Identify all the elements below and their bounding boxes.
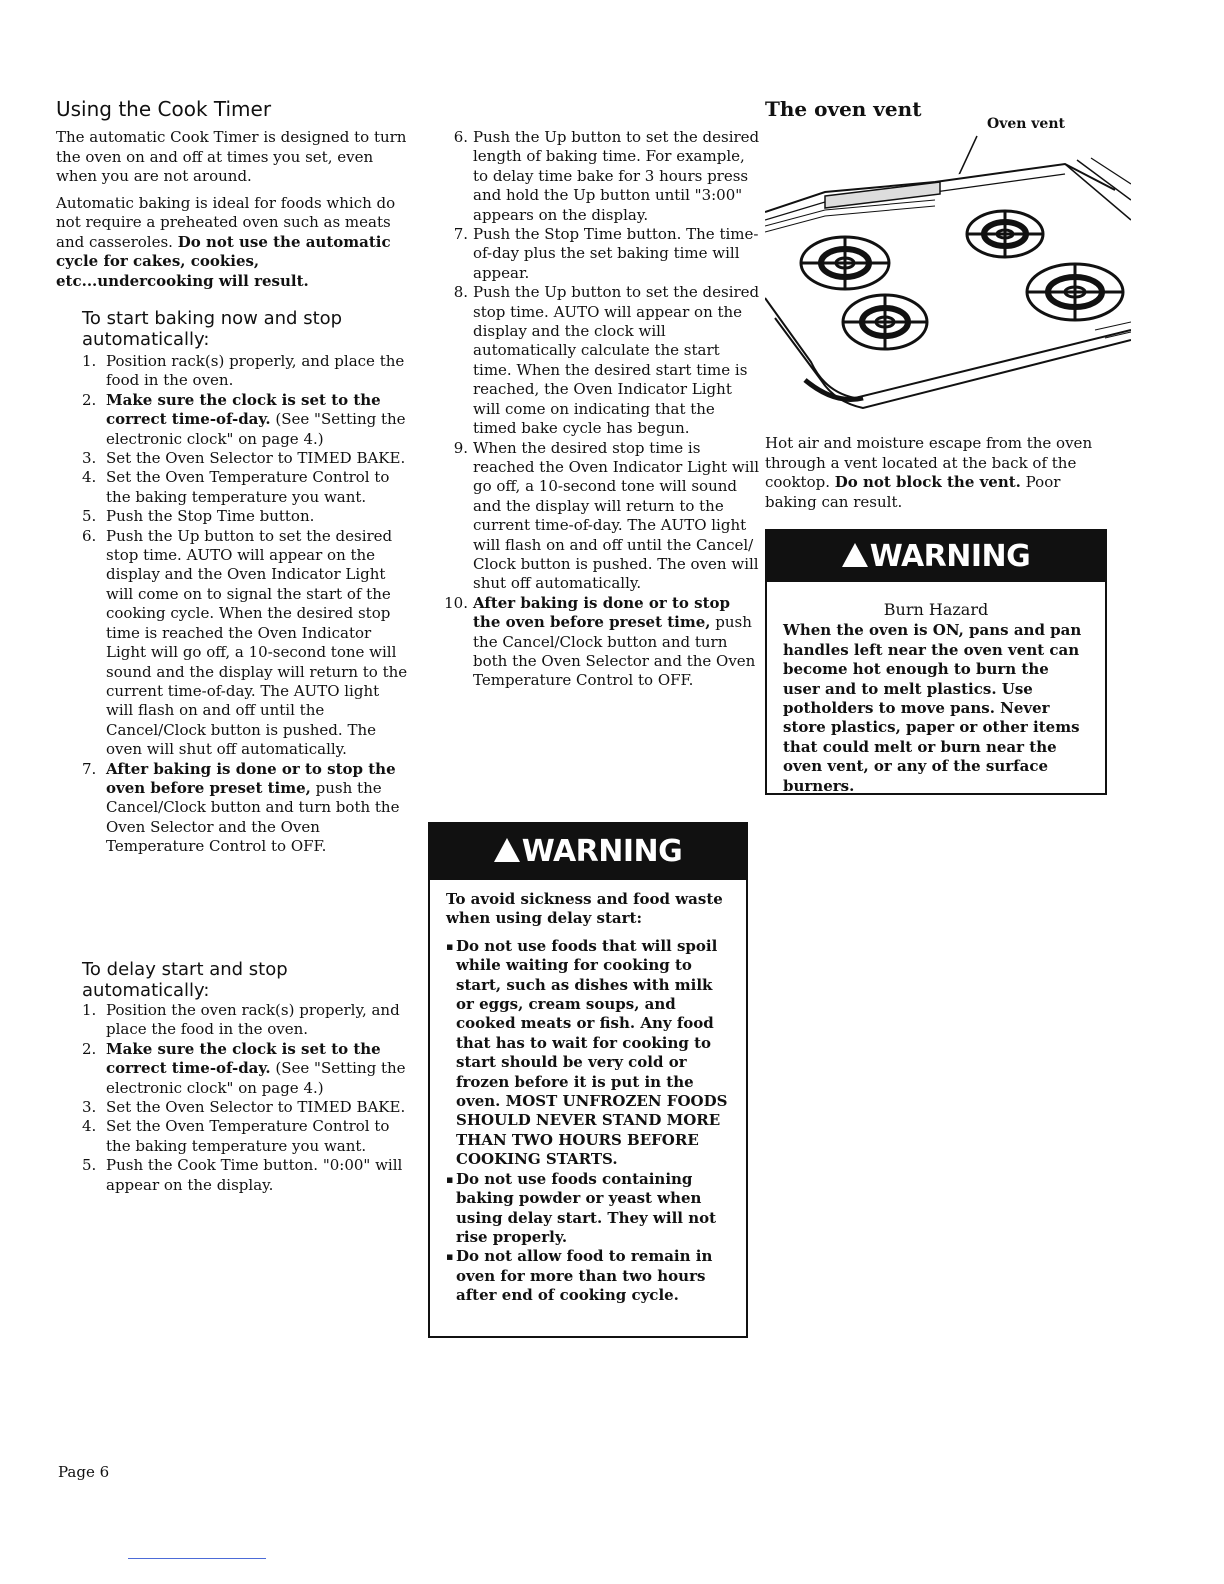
step-text: Push the Cook Time button. "0:00" will appear on the display. <box>106 1156 403 1194</box>
list-item <box>440 439 760 594</box>
list-item <box>56 507 408 526</box>
step-text: When the desired stop time is reached the Oven Indicator Light will go off, a 10-second tone will sound and the display will return to the current time-of-day. The AUTO light will flash on and off until the Cancel/ Clock button is pushed. The oven will shut off automatically. <box>473 438 760 593</box>
warning-bullet: ▪ Do not use foods containing baking powder or yeast when using delay start. They will not rise properly. <box>446 1170 730 1248</box>
step-emphasis: After baking is done or to stop the oven before preset time, <box>473 593 731 632</box>
list-item <box>56 352 408 391</box>
warning-triangle-icon <box>842 543 868 567</box>
step-text: Push the Up button to set the desired length of baking time. For example, to delay time bake for 3 hours press and hold the Up button until "3:00" appears on the display. <box>473 128 760 224</box>
step-emphasis: After baking is done or to stop the oven before preset time, <box>106 759 396 797</box>
list-item <box>56 449 408 468</box>
list-item <box>56 760 408 857</box>
list-item <box>56 1098 408 1117</box>
list-item <box>56 1001 408 1040</box>
start-baking-heading: To start baking now and stop automatically: <box>82 308 343 350</box>
warning-triangle-icon <box>494 838 520 862</box>
step-emphasis: Make sure the clock is set to the correct time-of-day. <box>106 1039 381 1078</box>
step-number: 1. <box>82 1001 97 1019</box>
burn-hazard-subtitle: Burn Hazard <box>883 600 989 619</box>
list-item <box>440 225 760 283</box>
step-number: 1. <box>82 352 97 370</box>
warning-bullets <box>446 937 730 1306</box>
cook-timer-title: Using the Cook Timer <box>56 97 272 121</box>
list-item <box>56 527 408 760</box>
step-number: 6. <box>453 128 468 146</box>
oven-vent-caption: Hot air and moisture escape from the oven through a vent located at the back of the cooktop. Do not block the vent. Poor baking can result. <box>765 434 1093 511</box>
cooktop-illustration <box>765 130 1131 412</box>
warning-intro: To avoid sickness and food waste when using delay start: <box>446 890 723 928</box>
delay-start-warning-box <box>428 822 748 1338</box>
step-number: 8. <box>453 283 468 302</box>
step-text: Set the Oven Selector to TIMED BAKE. <box>106 449 406 468</box>
step-text: (See "Setting the electronic clock" on page 4.) <box>106 1059 406 1097</box>
step-text: push the Cancel/Clock button and turn both the Oven Selector and the Oven Temperature Control to OFF. <box>473 613 756 690</box>
step-text: Set the Oven Selector to TIMED BAKE. <box>106 1098 406 1117</box>
step-number: 4. <box>82 1117 97 1136</box>
step-number: 5. <box>82 1156 97 1175</box>
warning-banner: WARNING <box>430 824 746 880</box>
step-number: 3. <box>82 449 97 468</box>
step-number: 10. <box>444 593 468 612</box>
step-text: Push the Up button to set the desired stop time. AUTO will appear on the display and the clock will automatically calculate the start time. When the desired start time is reached, the Oven Indicator Light will come on indicating that the timed bake cycle has begun. <box>473 283 760 438</box>
step-text: Set the Oven Temperature Control to the baking temperature you want. <box>106 1117 390 1155</box>
list-item <box>440 283 760 438</box>
step-text: Set the Oven Temperature Control to the baking temperature you want. <box>106 468 390 506</box>
oven-vent-title: The oven vent <box>765 97 922 121</box>
burn-hazard-text: When the oven is ON, pans and pan handles left near the oven vent can become hot enough to burn the user and to melt plastics. Use potholders to move pans. Never store plastics, paper or other items that could melt or burn near the oven vent, or any of the surface burners. <box>783 621 1082 795</box>
step-emphasis: Make sure the clock is set to the correct time-of-day. <box>106 390 381 429</box>
cook-timer-intro-2: Automatic baking is ideal for foods which do not require a preheated oven such as meats and casseroles. Do not use the automatic cycle for cakes, cookies, etc...undercooking will result. <box>56 193 396 290</box>
page-number: Page 6 <box>58 1463 110 1481</box>
step-number: 2. <box>82 1039 97 1058</box>
step-text: push the Cancel/Clock button and turn both the Oven Selector and the Oven Temperature Control to OFF. <box>106 778 400 856</box>
list-item <box>440 128 760 225</box>
step-number: 4. <box>82 468 97 487</box>
step-text: Push the Stop Time button. The time-of-day plus the set baking time will appear. <box>473 225 759 282</box>
step-text: Push the Stop Time button. <box>106 507 315 526</box>
warning-bullet: ▪ Do not allow food to remain in oven for more than two hours after end of cooking cycle. <box>446 1247 730 1305</box>
step-number: 3. <box>82 1098 97 1117</box>
list-item <box>56 1040 408 1098</box>
step-number: 7. <box>453 225 468 244</box>
list-item <box>56 1156 408 1195</box>
step-number: 2. <box>82 390 97 409</box>
delay-start-heading: To delay start and stop automatically: <box>82 959 288 1001</box>
warning-banner: WARNING <box>767 531 1105 582</box>
footer-rule <box>128 1558 266 1559</box>
list-item <box>56 391 408 449</box>
cook-timer-intro: The automatic Cook Timer is designed to turn the oven on and off at times you set, even when you are not around. <box>56 128 407 185</box>
burn-hazard-warning-box <box>765 529 1107 795</box>
step-number: 6. <box>82 526 97 545</box>
warning-bullet: ▪ Do not use foods that will spoil while waiting for cooking to start, such as dishes with milk or eggs, cream soups, and cooked meats or fish. Any food that has to wait for cooking to start should be very cold or frozen before it is put in the oven. MOST UNFROZEN FOODS SHOULD NEVER STAND MORE THAN TWO HOURS BEFORE COOKING STARTS. <box>446 937 730 1170</box>
oven-vent-figure-label: Oven vent <box>987 116 1065 132</box>
list-item <box>56 1117 408 1156</box>
step-number: 5. <box>82 507 97 526</box>
step-number: 9. <box>453 438 468 457</box>
list-item <box>440 594 760 691</box>
delay-start-steps <box>56 1001 408 1195</box>
list-item <box>56 468 408 507</box>
step-text: Push the Up button to set the desired stop time. AUTO will appear on the display and the Oven Indicator Light will come on to signal the start of the cooking cycle. When the desired stop time is reached the Oven Indicator Light will go off, a 10-second tone will sound and the display will return to the current time-of-day. The AUTO light will flash on and off until the Cancel/Clock button is pushed. The oven will shut off automatically. <box>106 526 408 759</box>
step-text: Position rack(s) properly, and place the food in the oven. <box>106 352 405 390</box>
start-baking-steps <box>56 352 408 857</box>
step-number: 7. <box>82 759 97 778</box>
delay-start-steps-continued <box>440 128 760 691</box>
step-text: Position the oven rack(s) properly, and place the food in the oven. <box>106 1001 400 1039</box>
step-text: (See "Setting the electronic clock" on page 4.) <box>106 410 406 448</box>
